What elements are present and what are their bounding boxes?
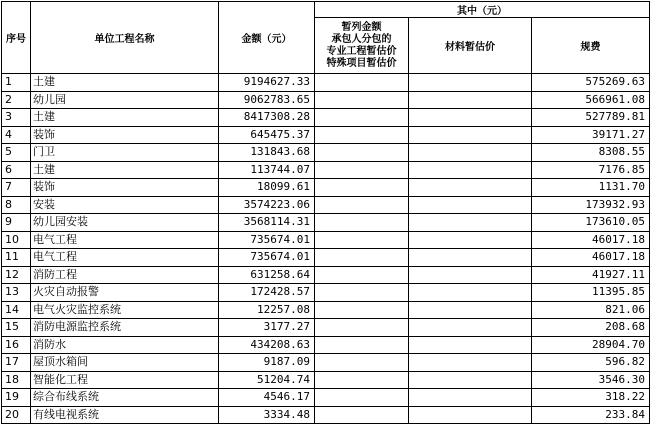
row-provisional-cell <box>315 301 409 319</box>
row-name-cell: 装饰 <box>31 126 219 144</box>
table-row <box>2 231 650 249</box>
row-fee-cell: 318.22 <box>532 389 650 407</box>
table-row <box>2 161 650 179</box>
row-fee-cell: 233.84 <box>532 406 650 424</box>
row-amount-cell: 9062783.65 <box>219 91 315 109</box>
row-seq-cell: 1 <box>2 74 31 92</box>
row-provisional-cell <box>315 354 409 372</box>
row-seq-cell: 16 <box>2 336 31 354</box>
row-amount-cell: 172428.57 <box>219 284 315 302</box>
row-provisional-cell <box>315 74 409 92</box>
header-material-estimate: 材料暂估价 <box>409 18 532 74</box>
row-name-cell: 智能化工程 <box>31 371 219 389</box>
header-provisional-line: 特殊项目暂估价 <box>326 57 397 69</box>
row-material-cell <box>409 109 532 127</box>
row-seq-cell: 18 <box>2 371 31 389</box>
row-material-cell <box>409 126 532 144</box>
row-fee-cell: 8308.55 <box>532 144 650 162</box>
row-amount-cell: 113744.07 <box>219 161 315 179</box>
row-name-cell: 门卫 <box>31 144 219 162</box>
row-provisional-cell <box>315 266 409 284</box>
row-seq-cell: 2 <box>2 91 31 109</box>
row-material-cell <box>409 389 532 407</box>
row-provisional-cell <box>315 144 409 162</box>
row-material-cell <box>409 354 532 372</box>
row-provisional-cell <box>315 109 409 127</box>
header-provisional-sums <box>315 18 409 74</box>
row-amount-cell: 12257.08 <box>219 301 315 319</box>
row-name-cell: 安装 <box>31 196 219 214</box>
row-amount-cell: 131843.68 <box>219 144 315 162</box>
row-amount-cell: 645475.37 <box>219 126 315 144</box>
table-row <box>2 144 650 162</box>
row-fee-cell: 173932.93 <box>532 196 650 214</box>
row-amount-cell: 3177.27 <box>219 319 315 337</box>
table-row <box>2 109 650 127</box>
row-fee-cell: 7176.85 <box>532 161 650 179</box>
header-breakdown-group: 其中（元） <box>315 2 650 18</box>
row-name-cell: 消防电源监控系统 <box>31 319 219 337</box>
row-provisional-cell <box>315 249 409 267</box>
row-amount-cell: 9194627.33 <box>219 74 315 92</box>
row-amount-cell: 735674.01 <box>219 231 315 249</box>
row-seq-cell: 11 <box>2 249 31 267</box>
table-row <box>2 179 650 197</box>
row-provisional-cell <box>315 389 409 407</box>
row-material-cell <box>409 161 532 179</box>
row-provisional-cell <box>315 126 409 144</box>
row-amount-cell: 3334.48 <box>219 406 315 424</box>
table-row <box>2 389 650 407</box>
header-provisional-line: 暂列金额 <box>341 21 382 33</box>
table-row <box>2 319 650 337</box>
table-row <box>2 354 650 372</box>
row-seq-cell: 12 <box>2 266 31 284</box>
row-fee-cell: 821.06 <box>532 301 650 319</box>
row-amount-cell: 51204.74 <box>219 371 315 389</box>
row-name-cell: 屋顶水箱间 <box>31 354 219 372</box>
row-material-cell <box>409 74 532 92</box>
row-name-cell: 幼儿园 <box>31 91 219 109</box>
row-name-cell: 土建 <box>31 109 219 127</box>
row-amount-cell: 434208.63 <box>219 336 315 354</box>
table-row <box>2 74 650 92</box>
row-fee-cell: 41927.11 <box>532 266 650 284</box>
table-row <box>2 266 650 284</box>
row-amount-cell: 9187.09 <box>219 354 315 372</box>
row-provisional-cell <box>315 179 409 197</box>
row-material-cell <box>409 336 532 354</box>
row-provisional-cell <box>315 214 409 232</box>
row-amount-cell: 735674.01 <box>219 249 315 267</box>
row-amount-cell: 3568114.31 <box>219 214 315 232</box>
row-name-cell: 电气火灾监控系统 <box>31 301 219 319</box>
row-fee-cell: 1131.70 <box>532 179 650 197</box>
row-amount-cell: 18099.61 <box>219 179 315 197</box>
row-fee-cell: 566961.08 <box>532 91 650 109</box>
row-provisional-cell <box>315 196 409 214</box>
row-provisional-cell <box>315 284 409 302</box>
row-material-cell <box>409 91 532 109</box>
row-seq-cell: 5 <box>2 144 31 162</box>
header-provisional-line: 承包人分包的 <box>331 33 392 45</box>
row-provisional-cell <box>315 336 409 354</box>
header-fees: 规费 <box>532 18 650 74</box>
row-name-cell: 装饰 <box>31 179 219 197</box>
row-seq-cell: 4 <box>2 126 31 144</box>
row-name-cell: 火灾自动报警 <box>31 284 219 302</box>
row-fee-cell: 11395.85 <box>532 284 650 302</box>
row-name-cell: 幼儿园安装 <box>31 214 219 232</box>
row-fee-cell: 3546.30 <box>532 371 650 389</box>
row-seq-cell: 8 <box>2 196 31 214</box>
row-amount-cell: 3574223.06 <box>219 196 315 214</box>
row-material-cell <box>409 249 532 267</box>
row-fee-cell: 575269.63 <box>532 74 650 92</box>
row-seq-cell: 13 <box>2 284 31 302</box>
row-seq-cell: 6 <box>2 161 31 179</box>
row-seq-cell: 3 <box>2 109 31 127</box>
row-material-cell <box>409 214 532 232</box>
row-name-cell: 电气工程 <box>31 231 219 249</box>
table-row <box>2 301 650 319</box>
row-material-cell <box>409 319 532 337</box>
row-material-cell <box>409 371 532 389</box>
row-provisional-cell <box>315 371 409 389</box>
row-fee-cell: 28904.70 <box>532 336 650 354</box>
row-seq-cell: 17 <box>2 354 31 372</box>
row-seq-cell: 15 <box>2 319 31 337</box>
row-fee-cell: 596.82 <box>532 354 650 372</box>
row-material-cell <box>409 406 532 424</box>
row-amount-cell: 631258.64 <box>219 266 315 284</box>
row-provisional-cell <box>315 231 409 249</box>
row-material-cell <box>409 179 532 197</box>
row-material-cell <box>409 284 532 302</box>
cost-summary-table <box>1 1 650 424</box>
row-material-cell <box>409 144 532 162</box>
table-row <box>2 371 650 389</box>
row-material-cell <box>409 196 532 214</box>
row-material-cell <box>409 301 532 319</box>
table-row <box>2 91 650 109</box>
table-row <box>2 406 650 424</box>
header-amount: 金额（元） <box>219 2 315 74</box>
row-fee-cell: 173610.05 <box>532 214 650 232</box>
row-name-cell: 有线电视系统 <box>31 406 219 424</box>
header-seq: 序号 <box>2 2 31 74</box>
row-provisional-cell <box>315 161 409 179</box>
row-name-cell: 土建 <box>31 74 219 92</box>
row-fee-cell: 46017.18 <box>532 249 650 267</box>
table-row <box>2 126 650 144</box>
row-name-cell: 综合布线系统 <box>31 389 219 407</box>
table-row <box>2 214 650 232</box>
row-provisional-cell <box>315 319 409 337</box>
row-material-cell <box>409 231 532 249</box>
row-fee-cell: 527789.81 <box>532 109 650 127</box>
row-fee-cell: 46017.18 <box>532 231 650 249</box>
table-row <box>2 336 650 354</box>
row-seq-cell: 20 <box>2 406 31 424</box>
row-name-cell: 消防工程 <box>31 266 219 284</box>
row-amount-cell: 4546.17 <box>219 389 315 407</box>
row-fee-cell: 39171.27 <box>532 126 650 144</box>
row-seq-cell: 10 <box>2 231 31 249</box>
row-amount-cell: 8417308.28 <box>219 109 315 127</box>
row-seq-cell: 7 <box>2 179 31 197</box>
row-material-cell <box>409 266 532 284</box>
row-name-cell: 电气工程 <box>31 249 219 267</box>
table-row <box>2 196 650 214</box>
row-seq-cell: 9 <box>2 214 31 232</box>
table-row <box>2 284 650 302</box>
row-provisional-cell <box>315 91 409 109</box>
row-name-cell: 土建 <box>31 161 219 179</box>
row-seq-cell: 19 <box>2 389 31 407</box>
table-row <box>2 249 650 267</box>
row-provisional-cell <box>315 406 409 424</box>
row-seq-cell: 14 <box>2 301 31 319</box>
header-project-name: 单位工程名称 <box>31 2 219 74</box>
header-provisional-line: 专业工程暂估价 <box>326 45 397 57</box>
row-fee-cell: 208.68 <box>532 319 650 337</box>
row-name-cell: 消防水 <box>31 336 219 354</box>
